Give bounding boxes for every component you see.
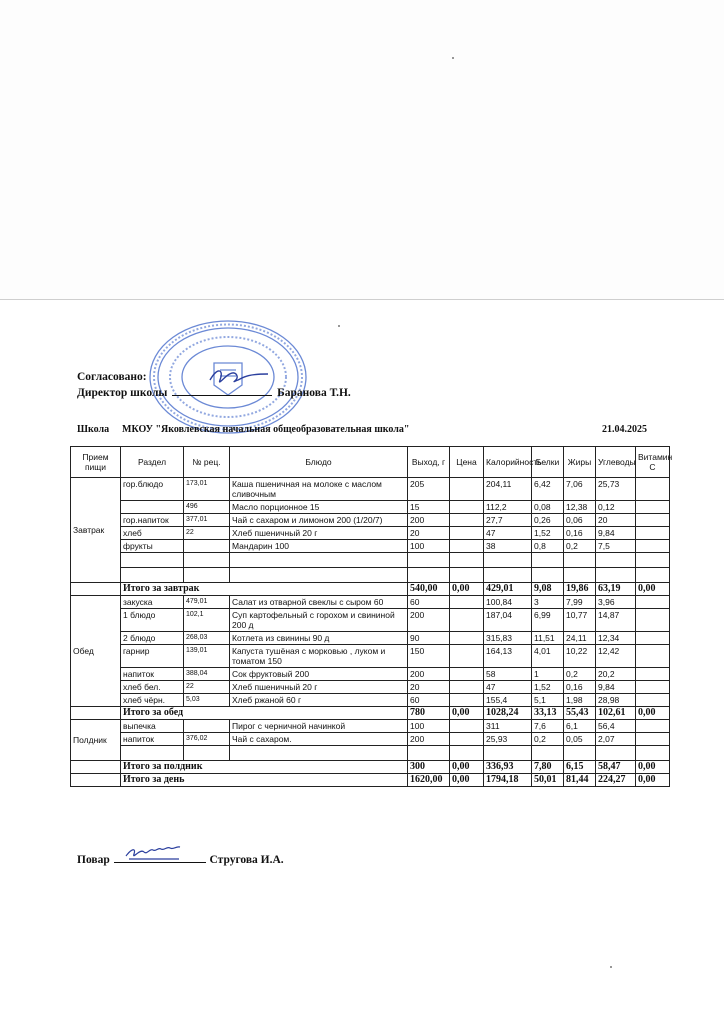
dish-name-cell: Чай с сахаром. [230, 733, 408, 746]
value-cell-carb: 20 [596, 514, 636, 527]
empty-cell [636, 553, 670, 568]
empty-cell [408, 746, 450, 761]
total-value-prot: 7,80 [532, 761, 564, 774]
value-cell-fat: 6,1 [564, 720, 596, 733]
section-cell: 1 блюдо [121, 609, 184, 632]
value-cell-prot: 7,6 [532, 720, 564, 733]
director-name: Баранова Т.Н. [277, 387, 351, 399]
value-cell-kcal: 311 [484, 720, 532, 733]
table-row [71, 733, 670, 746]
total-value-price: 0,00 [450, 707, 484, 720]
table-row [71, 514, 670, 527]
total-value-out: 780 [408, 707, 450, 720]
recipe-number-cell [184, 720, 230, 733]
total-value-fat: 19,86 [564, 583, 596, 596]
value-cell-fat: 7,99 [564, 596, 596, 609]
value-cell-prot: 6,42 [532, 478, 564, 501]
scan-speck [338, 325, 340, 327]
table-row [71, 609, 670, 632]
dish-name-cell: Хлеб пшеничный 20 г [230, 527, 408, 540]
empty-cell [636, 568, 670, 583]
cook-signature-block [77, 852, 284, 866]
table-row [71, 668, 670, 681]
recipe-number-cell: 173,01 [184, 478, 230, 501]
total-label-cell: Итого за полдник [121, 761, 408, 774]
value-cell-carb: 25,73 [596, 478, 636, 501]
value-cell-vit [636, 720, 670, 733]
value-cell-vit [636, 609, 670, 632]
total-value-fat: 6,15 [564, 761, 596, 774]
total-value-out: 1620,00 [408, 774, 450, 787]
table-row [71, 527, 670, 540]
recipe-number-cell: 376,02 [184, 733, 230, 746]
empty-cell [596, 553, 636, 568]
cook-label: Повар [77, 854, 110, 866]
empty-cell [564, 568, 596, 583]
value-cell-fat: 0,16 [564, 527, 596, 540]
value-cell-kcal: 47 [484, 527, 532, 540]
dish-name-cell: Пирог с черничной начинкой [230, 720, 408, 733]
total-value-carb: 224,27 [596, 774, 636, 787]
value-cell-kcal: 315,83 [484, 632, 532, 645]
value-cell-kcal: 38 [484, 540, 532, 553]
table-row-empty [71, 553, 670, 568]
scan-speck [452, 57, 454, 59]
empty-cell [484, 568, 532, 583]
value-cell-out: 90 [408, 632, 450, 645]
meal-name-cell: Полдник [71, 720, 121, 761]
signature-line [172, 385, 272, 396]
col-header: Углеводы [596, 447, 636, 478]
total-value-prot: 33,13 [532, 707, 564, 720]
total-label-cell: Итого за день [121, 774, 408, 787]
approval-block [77, 370, 351, 401]
table-row [71, 596, 670, 609]
empty-cell [408, 568, 450, 583]
dish-name-cell: Капуста тушёная с морковью , луком и томатом 150 [230, 645, 408, 668]
dish-name-cell: Суп картофельный с горохом и свининой 200 д [230, 609, 408, 632]
total-value-price: 0,00 [450, 583, 484, 596]
value-cell-prot: 6,99 [532, 609, 564, 632]
dish-name-cell: Хлеб ржаной 60 г [230, 694, 408, 707]
value-cell-price [450, 514, 484, 527]
empty-cell [230, 553, 408, 568]
value-cell-fat: 0,2 [564, 540, 596, 553]
empty-cell [450, 553, 484, 568]
total-value-carb: 58,47 [596, 761, 636, 774]
total-label-cell: Итого за завтрак [121, 583, 408, 596]
value-cell-vit [636, 514, 670, 527]
school-row [77, 424, 647, 435]
section-cell: хлеб бел. [121, 681, 184, 694]
value-cell-carb: 56,4 [596, 720, 636, 733]
table-row [71, 632, 670, 645]
value-cell-carb: 12,34 [596, 632, 636, 645]
table-row [71, 681, 670, 694]
value-cell-fat: 0,06 [564, 514, 596, 527]
empty-cell [636, 746, 670, 761]
recipe-number-cell: 5,03 [184, 694, 230, 707]
value-cell-out: 20 [408, 527, 450, 540]
dish-name-cell: Салат из отварной свеклы с сыром 60 [230, 596, 408, 609]
value-cell-price [450, 596, 484, 609]
dish-name-cell: Каша пшеничная на молоке с маслом сливочным [230, 478, 408, 501]
empty-cell [121, 746, 184, 761]
school-label: Школа [77, 424, 110, 435]
empty-cell [596, 746, 636, 761]
section-cell: напиток [121, 668, 184, 681]
value-cell-vit [636, 645, 670, 668]
value-cell-fat: 7,06 [564, 478, 596, 501]
value-cell-out: 15 [408, 501, 450, 514]
recipe-number-cell: 22 [184, 681, 230, 694]
value-cell-carb: 9,84 [596, 681, 636, 694]
menu-date: 21.04.2025 [602, 424, 647, 435]
meal-name-cell: Обед [71, 596, 121, 707]
col-header: Калорийность [484, 447, 532, 478]
approved-label: Согласовано: [77, 371, 147, 383]
table-row [71, 478, 670, 501]
dish-name-cell: Масло порционное 15 [230, 501, 408, 514]
value-cell-kcal: 58 [484, 668, 532, 681]
value-cell-out: 150 [408, 645, 450, 668]
value-cell-vit [636, 540, 670, 553]
value-cell-carb: 12,42 [596, 645, 636, 668]
total-value-kcal: 1794,18 [484, 774, 532, 787]
recipe-number-cell [184, 540, 230, 553]
value-cell-vit [636, 668, 670, 681]
section-cell: хлеб [121, 527, 184, 540]
value-cell-out: 60 [408, 596, 450, 609]
section-cell [121, 501, 184, 514]
total-blank-cell [71, 707, 121, 720]
value-cell-carb: 2,07 [596, 733, 636, 746]
recipe-number-cell: 377,01 [184, 514, 230, 527]
value-cell-price [450, 733, 484, 746]
menu-table [70, 446, 673, 787]
total-value-kcal: 336,93 [484, 761, 532, 774]
value-cell-out: 205 [408, 478, 450, 501]
value-cell-prot: 0,08 [532, 501, 564, 514]
total-value-out: 300 [408, 761, 450, 774]
value-cell-vit [636, 596, 670, 609]
dish-name-cell: Чай с сахаром и лимоном 200 (1/20/7) [230, 514, 408, 527]
table-row [71, 694, 670, 707]
value-cell-price [450, 668, 484, 681]
empty-cell [596, 568, 636, 583]
value-cell-vit [636, 694, 670, 707]
table-row-empty [71, 746, 670, 761]
total-value-carb: 63,19 [596, 583, 636, 596]
total-value-price: 0,00 [450, 761, 484, 774]
value-cell-out: 100 [408, 720, 450, 733]
empty-cell [408, 553, 450, 568]
col-header: Жиры [564, 447, 596, 478]
value-cell-carb: 7,5 [596, 540, 636, 553]
value-cell-price [450, 609, 484, 632]
value-cell-fat: 1,98 [564, 694, 596, 707]
value-cell-carb: 0,12 [596, 501, 636, 514]
value-cell-vit [636, 478, 670, 501]
table-row [71, 720, 670, 733]
table-row-empty [71, 568, 670, 583]
dish-name-cell: Котлета из свинины 90 д [230, 632, 408, 645]
value-cell-price [450, 478, 484, 501]
empty-cell [564, 746, 596, 761]
total-value-carb: 102,61 [596, 707, 636, 720]
empty-cell [450, 746, 484, 761]
section-cell: 2 блюдо [121, 632, 184, 645]
total-value-vit: 0,00 [636, 761, 670, 774]
empty-cell [184, 568, 230, 583]
value-cell-prot: 4,01 [532, 645, 564, 668]
recipe-number-cell: 388,04 [184, 668, 230, 681]
value-cell-prot: 3 [532, 596, 564, 609]
section-cell: закуска [121, 596, 184, 609]
col-header: Раздел [121, 447, 184, 478]
value-cell-prot: 5,1 [532, 694, 564, 707]
total-value-kcal: 429,01 [484, 583, 532, 596]
value-cell-prot: 0,2 [532, 733, 564, 746]
scan-speck [610, 966, 612, 968]
value-cell-carb: 3,96 [596, 596, 636, 609]
value-cell-kcal: 25,93 [484, 733, 532, 746]
value-cell-carb: 28,98 [596, 694, 636, 707]
total-value-kcal: 1028,24 [484, 707, 532, 720]
total-row [71, 583, 670, 596]
value-cell-fat: 24,11 [564, 632, 596, 645]
value-cell-carb: 14,87 [596, 609, 636, 632]
section-cell: хлеб чёрн. [121, 694, 184, 707]
value-cell-kcal: 204,11 [484, 478, 532, 501]
director-label: Директор школы [77, 387, 168, 399]
col-header: Выход, г [408, 447, 450, 478]
value-cell-kcal: 112,2 [484, 501, 532, 514]
recipe-number-cell: 102,1 [184, 609, 230, 632]
table-row [71, 540, 670, 553]
value-cell-kcal: 164,13 [484, 645, 532, 668]
cook-handwritten-signature [124, 846, 194, 862]
section-cell: гарнир [121, 645, 184, 668]
total-row [71, 761, 670, 774]
recipe-number-cell: 22 [184, 527, 230, 540]
col-header: Белки [532, 447, 564, 478]
school-name: МКОУ "Яковлевская начальная общеобразовательная школа" [122, 424, 410, 435]
table-header-row [71, 447, 670, 478]
value-cell-price [450, 720, 484, 733]
total-blank-cell [71, 761, 121, 774]
total-value-out: 540,00 [408, 583, 450, 596]
empty-cell [184, 746, 230, 761]
empty-cell [532, 553, 564, 568]
dish-name-cell: Хлеб пшеничный 20 г [230, 681, 408, 694]
recipe-number-cell: 496 [184, 501, 230, 514]
section-cell: гор.блюдо [121, 478, 184, 501]
value-cell-carb: 20,2 [596, 668, 636, 681]
empty-cell [564, 553, 596, 568]
value-cell-kcal: 100,84 [484, 596, 532, 609]
table-row [71, 501, 670, 514]
value-cell-out: 200 [408, 514, 450, 527]
value-cell-vit [636, 632, 670, 645]
value-cell-vit [636, 527, 670, 540]
value-cell-prot: 1,52 [532, 681, 564, 694]
total-value-vit: 0,00 [636, 583, 670, 596]
empty-cell [121, 568, 184, 583]
value-cell-kcal: 155,4 [484, 694, 532, 707]
total-row [71, 774, 670, 787]
recipe-number-cell: 139,01 [184, 645, 230, 668]
empty-cell [450, 568, 484, 583]
col-header: № рец. [184, 447, 230, 478]
value-cell-prot: 1,52 [532, 527, 564, 540]
total-value-vit: 0,00 [636, 774, 670, 787]
recipe-number-cell: 268,03 [184, 632, 230, 645]
value-cell-out: 60 [408, 694, 450, 707]
total-value-prot: 9,08 [532, 583, 564, 596]
value-cell-out: 200 [408, 668, 450, 681]
value-cell-prot: 1 [532, 668, 564, 681]
value-cell-vit [636, 681, 670, 694]
empty-cell [121, 553, 184, 568]
section-cell: выпечка [121, 720, 184, 733]
col-header: Блюдо [230, 447, 408, 478]
col-header: Прием пищи [71, 447, 121, 478]
col-header: Витамин С [636, 447, 670, 478]
empty-cell [230, 746, 408, 761]
value-cell-vit [636, 733, 670, 746]
table-row [71, 645, 670, 668]
signature-line [114, 852, 206, 863]
col-header: Цена [450, 447, 484, 478]
section-cell: напиток [121, 733, 184, 746]
value-cell-price [450, 645, 484, 668]
empty-cell [532, 568, 564, 583]
value-cell-kcal: 187,04 [484, 609, 532, 632]
value-cell-fat: 0,05 [564, 733, 596, 746]
value-cell-prot: 0,8 [532, 540, 564, 553]
total-value-price: 0,00 [450, 774, 484, 787]
total-value-fat: 81,44 [564, 774, 596, 787]
value-cell-price [450, 681, 484, 694]
total-row [71, 707, 670, 720]
value-cell-fat: 10,77 [564, 609, 596, 632]
empty-cell [184, 553, 230, 568]
value-cell-vit [636, 501, 670, 514]
value-cell-price [450, 501, 484, 514]
empty-cell [484, 746, 532, 761]
value-cell-fat: 0,2 [564, 668, 596, 681]
meal-name-cell: Завтрак [71, 478, 121, 583]
empty-cell [532, 746, 564, 761]
total-blank-cell [71, 583, 121, 596]
value-cell-kcal: 27,7 [484, 514, 532, 527]
section-cell: гор.напиток [121, 514, 184, 527]
value-cell-fat: 10,22 [564, 645, 596, 668]
value-cell-fat: 0,16 [564, 681, 596, 694]
value-cell-price [450, 632, 484, 645]
value-cell-out: 100 [408, 540, 450, 553]
empty-cell [484, 553, 532, 568]
total-value-fat: 55,43 [564, 707, 596, 720]
dish-name-cell: Сок фруктовый 200 [230, 668, 408, 681]
value-cell-out: 200 [408, 609, 450, 632]
total-value-prot: 50,01 [532, 774, 564, 787]
value-cell-prot: 0,26 [532, 514, 564, 527]
value-cell-price [450, 540, 484, 553]
value-cell-carb: 9,84 [596, 527, 636, 540]
value-cell-fat: 12,38 [564, 501, 596, 514]
empty-cell [230, 568, 408, 583]
dish-name-cell: Мандарин 100 [230, 540, 408, 553]
cook-name: Стругова И.А. [209, 854, 284, 866]
total-value-vit: 0,00 [636, 707, 670, 720]
section-cell: фрукты [121, 540, 184, 553]
total-blank-cell [71, 774, 121, 787]
value-cell-price [450, 694, 484, 707]
value-cell-price [450, 527, 484, 540]
value-cell-kcal: 47 [484, 681, 532, 694]
value-cell-out: 20 [408, 681, 450, 694]
total-label-cell: Итого за обед [121, 707, 408, 720]
recipe-number-cell: 479,01 [184, 596, 230, 609]
value-cell-out: 200 [408, 733, 450, 746]
value-cell-prot: 11,51 [532, 632, 564, 645]
